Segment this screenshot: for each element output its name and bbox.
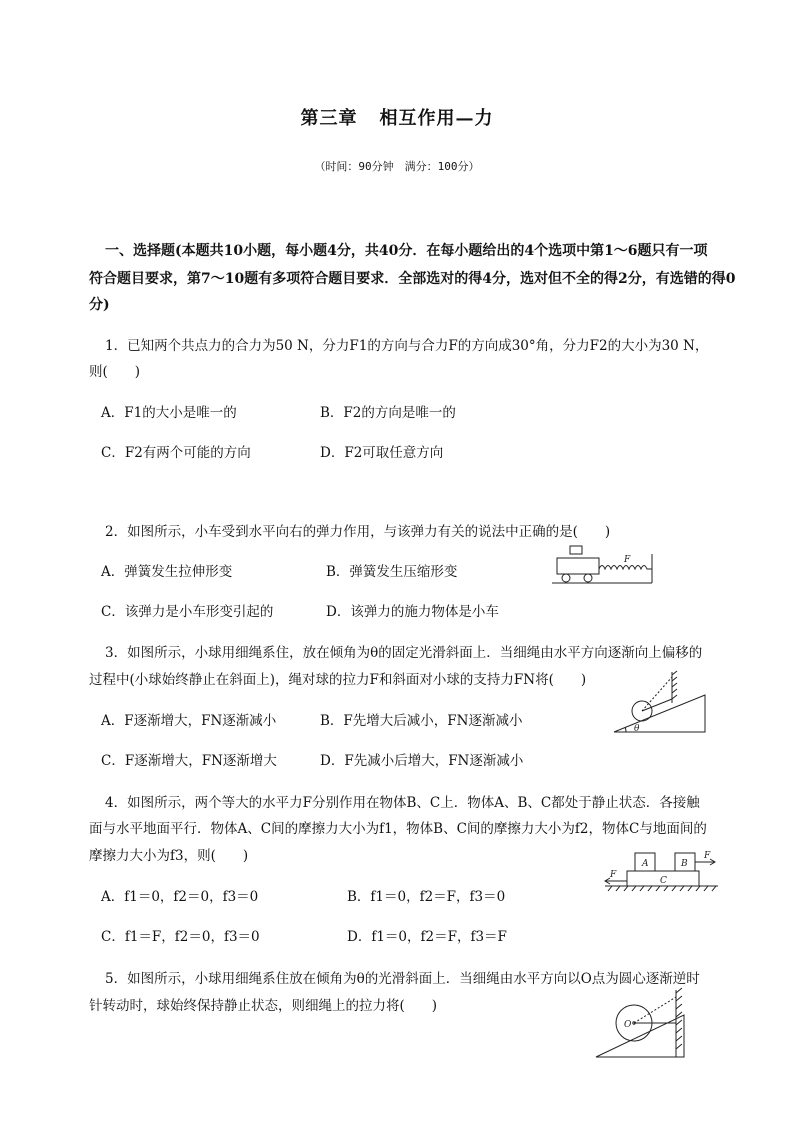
q4-option-c[interactable]: C．f1＝F，f2＝0，f3＝0 <box>101 929 260 945</box>
section-instructions-line2: 符合题目要求，第7～10题有多项符合题目要求．全部选对的得4分，选对但不全的得2分，有选错的得0 <box>89 271 736 287</box>
chapter-title: 相互作用—力 <box>379 108 494 129</box>
q1-option-b[interactable]: B．F2的方向是唯一的 <box>320 405 456 421</box>
q3-option-d[interactable]: D．F先减小后增大，FN逐渐减小 <box>320 753 524 769</box>
q5-stem-line2: 针转动时，球始终保持静止状态，则细绳上的拉力将( ) <box>89 998 438 1014</box>
q2-cart-weight <box>570 546 582 554</box>
q2-force-label: F <box>624 555 631 565</box>
q3-stem-line1: 3．如图所示，小球用细绳系住，放在倾角为θ的固定光滑斜面上．当细绳由水平方向逐渐向上偏移的 <box>105 645 703 661</box>
q3-incline <box>614 695 705 732</box>
q1-stem-line2: 则( ) <box>89 364 141 380</box>
q2-option-a[interactable]: A．弹簧发生拉伸形变 <box>101 564 233 580</box>
q4-option-d[interactable]: D．f1＝0，f2＝F，f3＝F <box>347 929 507 945</box>
q4-stem-line1: 4．如图所示，两个等大的水平力F分别作用在物体B、C上．物体A、B、C都处于静止状态．各接触 <box>105 795 700 811</box>
section-instructions-line3: 分) <box>89 297 110 313</box>
q3-rope <box>642 699 672 711</box>
q2-option-b[interactable]: B．弹簧发生压缩形变 <box>326 564 458 580</box>
q2-cart-wheel-left <box>562 574 570 582</box>
q2-spring <box>599 566 652 570</box>
chapter-label: 第三章 <box>300 108 358 129</box>
q4-force-right-label: F <box>704 851 711 861</box>
q5-incline-figure <box>592 985 702 1060</box>
q1-stem-line1: 1．已知两个共点力的合力为50 N，分力F1的方向与合力F的方向成30°角，分力F2的大小为30 N， <box>105 338 709 354</box>
q2-cart-spring-figure <box>552 540 662 590</box>
q3-option-a[interactable]: A．F逐渐增大，FN逐渐减小 <box>101 713 277 729</box>
q4-label-a: A <box>642 859 649 869</box>
q2-cart-wheel-right <box>584 574 592 582</box>
q4-force-left-label: F <box>610 870 617 880</box>
q3-stem-line2: 过程中(小球始终静止在斜面上)，绳对球的拉力F和斜面对小球的支持力FN将( ) <box>89 672 587 688</box>
q5-stem-line1: 5．如图所示，小球用细绳系住放在倾角为θ的光滑斜面上．当细绳由水平方向以O点为圆心逐渐逆时 <box>105 971 700 987</box>
q4-option-b[interactable]: B．f1＝0，f2＝F，f3＝0 <box>347 889 506 905</box>
q4-stem-line3: 摩擦力大小为f3，则( ) <box>89 848 249 864</box>
q4-label-c: C <box>660 876 667 886</box>
q1-option-d[interactable]: D．F2可取任意方向 <box>320 445 444 461</box>
q1-option-a[interactable]: A．F1的大小是唯一的 <box>101 405 237 421</box>
q3-rope-dashed <box>642 677 672 711</box>
page-title <box>0 104 794 130</box>
q3-angle-label: θ <box>634 724 640 734</box>
q3-option-c[interactable]: C．F逐渐增大，FN逐渐增大 <box>101 753 277 769</box>
q2-option-c[interactable]: C．该弹力是小车形变引起的 <box>101 604 274 620</box>
section-instructions-line1: 一、选择题(本题共10小题，每小题4分，共40分．在每小题给出的4个选项中第1～6题只有一项 <box>105 243 708 259</box>
q3-incline-figure <box>610 667 710 737</box>
q2-cart-body <box>557 558 599 574</box>
q5-incline <box>596 1015 684 1057</box>
q1-option-c[interactable]: C．F2有两个可能的方向 <box>101 445 251 461</box>
exam-info: （时间：90分钟 满分：100分） <box>314 160 480 173</box>
q4-option-a[interactable]: A．f1＝0，f2＝0，f3＝0 <box>101 889 259 905</box>
q2-option-d[interactable]: D．该弹力的施力物体是小车 <box>326 604 499 620</box>
q4-blocks-figure <box>600 848 720 898</box>
q3-wall-hatch <box>672 671 677 699</box>
q4-ground-hatch <box>608 886 716 891</box>
q3-angle-arc <box>625 727 626 732</box>
q5-center-label: O <box>624 1020 632 1030</box>
q4-label-b: B <box>681 859 688 869</box>
q5-rope-dashed <box>634 997 676 1023</box>
q3-option-b[interactable]: B．F先增大后减小，FN逐渐减小 <box>320 713 523 729</box>
q2-stem: 2．如图所示，小车受到水平向右的弹力作用，与该弹力有关的说法中正确的是( ) <box>105 524 611 540</box>
q4-stem-line2: 面与水平地面平行．物体A、C间的摩擦力大小为f1，物体B、C间的摩擦力大小为f2，物体C与地面间的 <box>89 821 707 837</box>
